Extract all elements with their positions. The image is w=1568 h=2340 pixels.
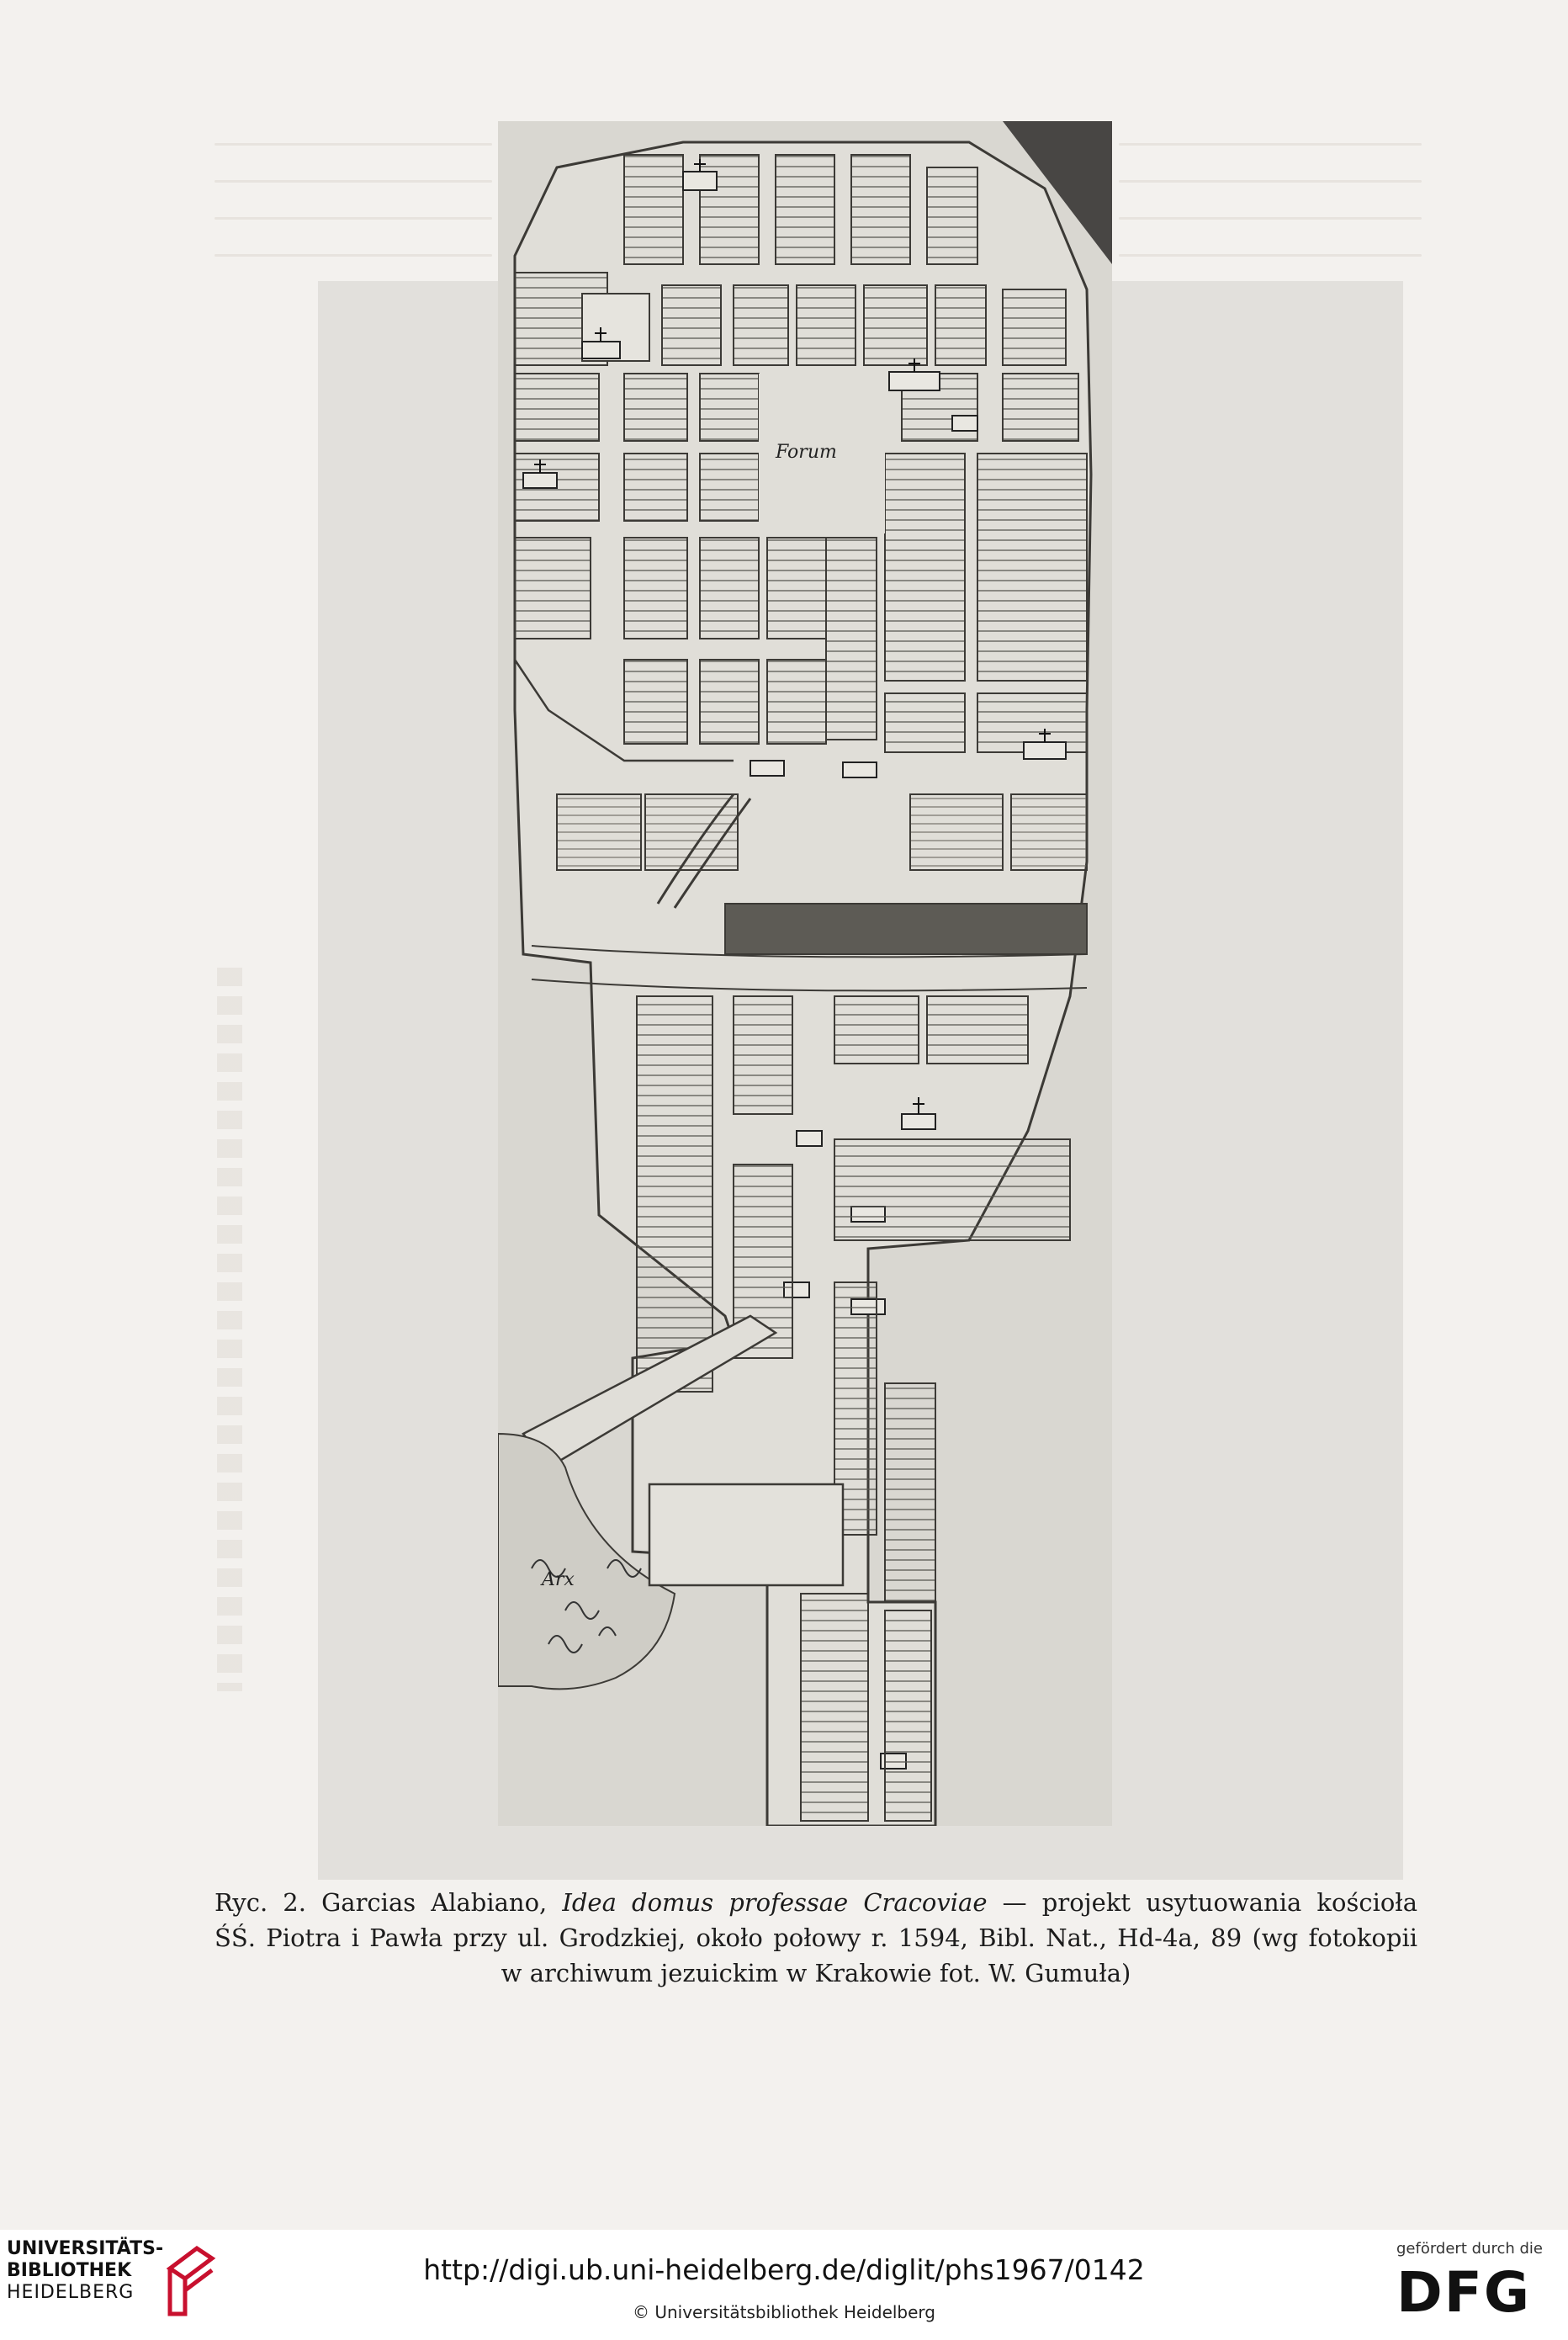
library-name-line2: BIBLIOTHEK: [7, 2260, 132, 2281]
caption-line1-suffix: — projekt usytuowania kościoła: [987, 1888, 1418, 1917]
library-name-line1: UNIVERSITÄTS-: [7, 2238, 164, 2259]
sponsor-label: gefördert durch die: [1396, 2240, 1543, 2258]
caption-title-italic: Idea domus professae Cracoviae: [562, 1888, 988, 1917]
bleed-through-line: [215, 180, 492, 183]
bleed-through-vertical-text: [217, 968, 242, 1691]
bleed-through-line: [215, 143, 492, 146]
caption-line2: ŚŚ. Piotra i Pawła przy ul. Grodzkiej, około połowy r. 1594, Bibl. Nat., Hd-4a, 89 (wg fotokopii: [215, 1923, 1417, 1952]
map-label-forum: Forum: [776, 442, 837, 463]
library-name-line3: HEIDELBERG: [7, 2282, 135, 2303]
bleed-through-line: [215, 217, 492, 220]
historic-plan-photo: [498, 121, 1112, 1826]
bleed-through-line: [1119, 254, 1422, 257]
permalink-url[interactable]: http://digi.ub.uni-heidelberg.de/diglit/phs1967/0142: [423, 2253, 1145, 2286]
caption-line1-prefix: Ryc. 2. Garcias Alabiano,: [215, 1888, 563, 1917]
bleed-through-line: [1119, 180, 1422, 183]
copyright-notice: © Universitätsbibliothek Heidelberg: [632, 2302, 935, 2322]
bleed-through-line: [1119, 217, 1422, 220]
dfg-logo[interactable]: DFG: [1396, 2260, 1532, 2325]
city-plan-drawing: [498, 121, 1112, 1826]
bleed-through-line: [1119, 143, 1422, 146]
bleed-through-line: [215, 254, 492, 257]
map-label-arx: Arx: [542, 1569, 575, 1590]
caption-line3: w archiwum jezuickim w Krakowie fot. W. Gumuła): [501, 1959, 1131, 1987]
figure-caption: [215, 1885, 1417, 1991]
